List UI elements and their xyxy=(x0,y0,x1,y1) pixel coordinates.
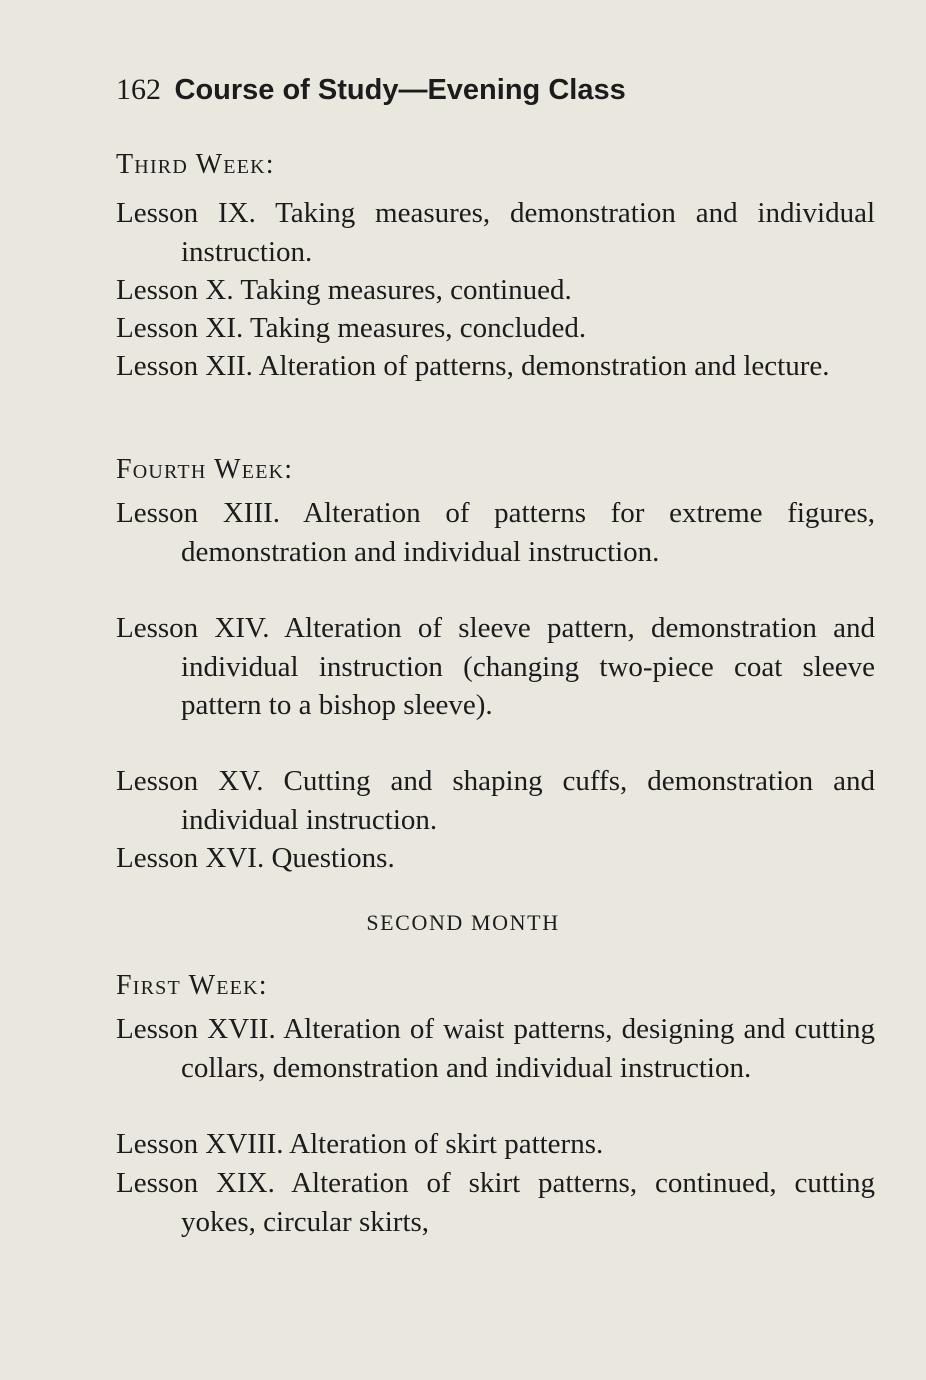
month-heading: SECOND MONTH xyxy=(366,910,560,935)
lesson-xvii: Lesson XVII. Alteration of waist patterns, designing and cutting collars, demonstration and individual instruction. xyxy=(116,1013,875,1084)
week-heading-third: Third Week: xyxy=(116,149,275,180)
week-heading-first: First Week: xyxy=(116,970,268,1001)
lesson-ix: Lesson IX. Taking measures, demonstration and individual instruction. xyxy=(116,197,875,268)
lesson-xi: Lesson XI. Taking measures, concluded. xyxy=(116,312,587,344)
lesson-xv: Lesson XV. Cutting and shaping cuffs, demonstration and individual instruction. xyxy=(116,765,875,836)
lesson-xiv: Lesson XIV. Alteration of sleeve pattern, demonstration and individual instruction (changing two-piece coat sleeve pattern to a bishop sleeve). xyxy=(116,612,875,721)
lesson-xvi: Lesson XVI. Questions. xyxy=(116,842,395,874)
lesson-x: Lesson X. Taking measures, continued. xyxy=(116,274,572,306)
lesson-xii: Lesson XII. Alteration of patterns, demonstration and lecture. xyxy=(116,350,830,382)
running-title: Course of Study—Evening Class xyxy=(174,74,626,106)
week-heading-fourth: Fourth Week: xyxy=(116,454,294,485)
lesson-xix: Lesson XIX. Alteration of skirt patterns, continued, cutting yokes, circular skirts, xyxy=(116,1167,875,1238)
lesson-xviii: Lesson XVIII. Alteration of skirt patterns. xyxy=(116,1128,604,1160)
lesson-xiii: Lesson XIII. Alteration of patterns for extreme figures, demonstration and individual instruction. xyxy=(116,497,875,568)
page-number: 162 xyxy=(116,73,161,106)
page-header xyxy=(116,68,626,112)
